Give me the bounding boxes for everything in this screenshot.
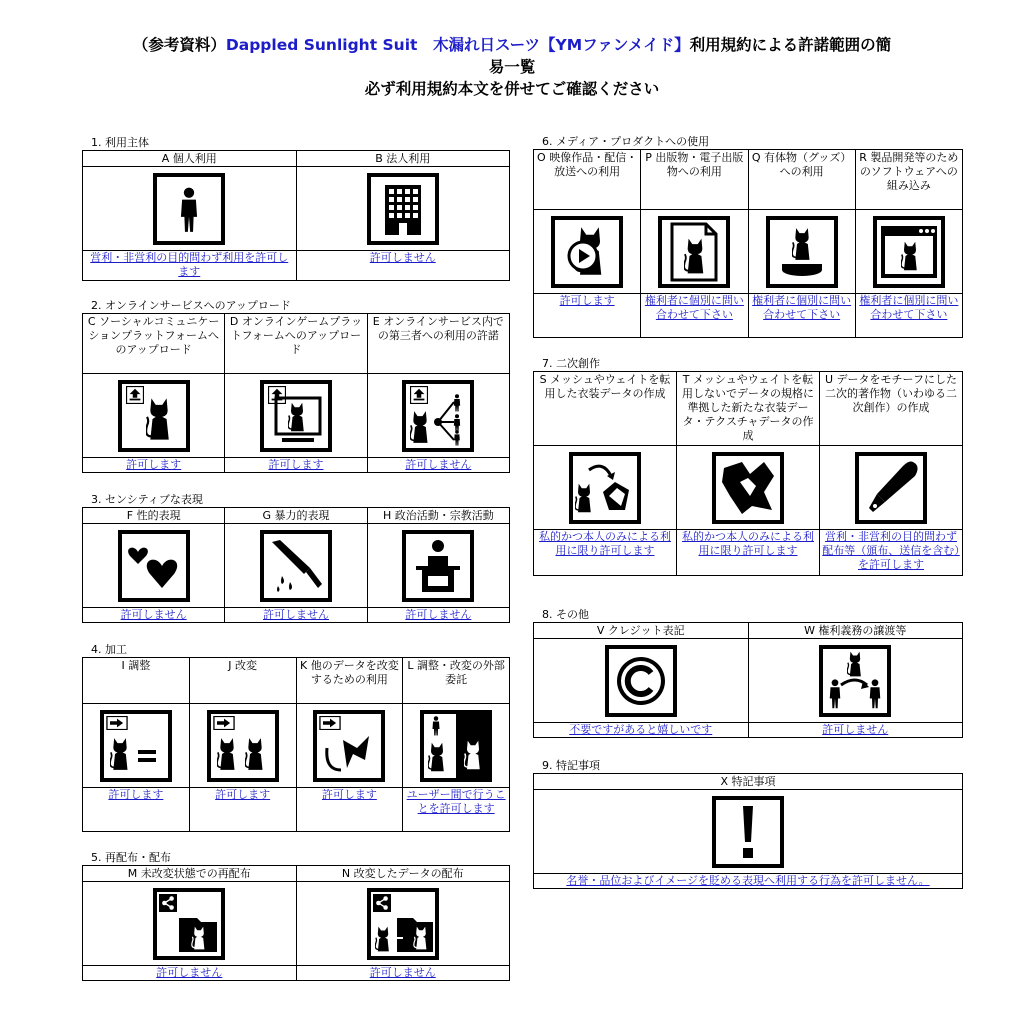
item-header: N 改変したデータの配布 xyxy=(296,866,510,882)
mesh-transfer-icon xyxy=(569,452,641,524)
item-header: H 政治活動・宗教活動 xyxy=(367,508,509,524)
status-text: 許可しません xyxy=(296,966,510,981)
modify-icon xyxy=(207,710,279,782)
status-text: 権利者に個別に問い合わせて下さい xyxy=(641,294,748,338)
item-header: B 法人利用 xyxy=(296,151,510,167)
title-line3: 必ず利用規約本文を併せてご確認ください xyxy=(364,80,660,98)
outsource-icon xyxy=(420,710,492,782)
section-title: 7. 二次創作 xyxy=(542,357,600,370)
use-for-other-icon xyxy=(313,710,385,782)
status-text: 許可しません xyxy=(225,608,367,623)
publication-icon xyxy=(658,216,730,288)
status-text: 私的かつ本人のみによる利用に限り許可します xyxy=(677,530,820,576)
section-title: 2. オンラインサービスへのアップロード xyxy=(91,299,291,312)
status-text: 権利者に個別に問い合わせて下さい xyxy=(748,294,855,338)
item-header: U データをモチーフにした二次的著作物（いわゆる二次創作）の作成 xyxy=(820,372,963,446)
status-text: 許可しません xyxy=(748,723,963,738)
status-text: 許可しません xyxy=(296,251,510,281)
video-icon xyxy=(551,216,623,288)
status-text: 権利者に個別に問い合わせて下さい xyxy=(855,294,962,338)
license-table xyxy=(82,507,510,623)
product-name: Dappled Sunlight Suit 木漏れ日スーツ【YMファンメイド】 xyxy=(225,36,690,54)
section-online-upload xyxy=(82,299,510,473)
status-text: ユーザー間で行うことを許可します xyxy=(403,788,510,832)
section-redistribution xyxy=(82,851,510,981)
status-text: 許可しません xyxy=(83,966,297,981)
status-text: 許可しません xyxy=(367,608,509,623)
podium-icon xyxy=(402,530,474,602)
status-text: 営利・非営利の目的問わず配布等（頒布、送信を含む）を許可します xyxy=(820,530,963,576)
item-header: T メッシュやウェイトを転用しないでデータの規格に準拠した新たな衣装データ・テクスチャデータの作成 xyxy=(677,372,820,446)
item-header: K 他のデータを改変するための利用 xyxy=(296,658,403,704)
item-header: E オンラインサービス内での第三者への利用の許諾 xyxy=(367,314,509,374)
license-table xyxy=(533,149,963,338)
section-title: 6. メディア・プロダクトへの使用 xyxy=(542,135,710,148)
status-text: 許可しません xyxy=(83,608,225,623)
section-other xyxy=(533,608,963,738)
copyright-icon xyxy=(605,645,677,717)
status-text: 許可しません xyxy=(367,458,509,473)
section-title: 5. 再配布・配布 xyxy=(91,851,171,864)
adjust-icon xyxy=(100,710,172,782)
item-header: F 性的表現 xyxy=(83,508,225,524)
person-icon xyxy=(153,173,225,245)
hearts-icon xyxy=(118,530,190,602)
item-header: M 未改変状態での再配布 xyxy=(83,866,297,882)
item-header: A 個人利用 xyxy=(83,151,297,167)
pen-icon xyxy=(855,452,927,524)
license-table xyxy=(82,313,510,473)
item-header: X 特記事項 xyxy=(534,774,963,790)
exclamation-icon xyxy=(712,796,784,868)
upload-game-icon xyxy=(260,380,332,452)
section-processing xyxy=(82,643,510,832)
item-header: J 改変 xyxy=(189,658,296,704)
item-header: P 出版物・電子出版物への利用 xyxy=(641,150,748,210)
section-special-notes xyxy=(533,759,963,889)
building-icon xyxy=(367,173,439,245)
goods-icon xyxy=(766,216,838,288)
section-title: 8. その他 xyxy=(542,608,589,621)
license-table xyxy=(533,622,963,738)
status-text: 許可します xyxy=(534,294,641,338)
status-text: 名誉・品位およびイメージを貶める表現へ利用する行為を許可しません。 xyxy=(534,874,963,889)
license-table xyxy=(82,150,510,281)
item-header: Q 有体物（グッズ）への利用 xyxy=(748,150,855,210)
software-icon xyxy=(873,216,945,288)
item-header: I 調整 xyxy=(83,658,190,704)
transfer-rights-icon xyxy=(819,645,891,717)
section-derivative xyxy=(533,357,963,576)
item-header: D オンラインゲームプラットフォームへのアップロード xyxy=(225,314,367,374)
license-table xyxy=(82,865,510,981)
item-header: V クレジット表記 xyxy=(534,623,749,639)
item-header: W 権利義務の譲渡等 xyxy=(748,623,963,639)
section-media-products xyxy=(533,135,963,338)
title-suffix: 利用規約による許諾範囲の簡 xyxy=(689,36,892,54)
redistribute-icon xyxy=(153,888,225,960)
upload-social-icon xyxy=(118,380,190,452)
item-header: R 製品開発等のためのソフトウェアへの組み込み xyxy=(855,150,962,210)
knife-icon xyxy=(260,530,332,602)
status-text: 営利・非営利の目的問わず利用を許可します xyxy=(83,251,297,281)
item-header: L 調整・改変の外部委託 xyxy=(403,658,510,704)
item-header: S メッシュやウェイトを転用した衣装データの作成 xyxy=(534,372,677,446)
status-text: 私的かつ本人のみによる利用に限り許可します xyxy=(534,530,677,576)
section-title: 3. センシティブな表現 xyxy=(91,493,203,506)
section-sensitive xyxy=(82,493,510,623)
share-third-party-icon xyxy=(402,380,474,452)
title-prefix: （参考資料） xyxy=(132,36,226,54)
distribute-modified-icon xyxy=(367,888,439,960)
title-line2: 易一覧 xyxy=(488,58,536,76)
section-usage-subject xyxy=(82,136,510,281)
status-text: 許可します xyxy=(189,788,296,832)
item-header: G 暴力的表現 xyxy=(225,508,367,524)
license-table xyxy=(82,657,510,832)
new-costume-icon xyxy=(712,452,784,524)
license-table xyxy=(533,773,963,889)
item-header: O 映像作品・配信・放送への利用 xyxy=(534,150,641,210)
section-title: 1. 利用主体 xyxy=(91,136,149,149)
status-text: 許可します xyxy=(83,788,190,832)
document-title xyxy=(0,34,1024,100)
license-table xyxy=(533,371,963,576)
section-title: 9. 特記事項 xyxy=(542,759,600,772)
section-title: 4. 加工 xyxy=(91,643,127,656)
status-text: 不要ですがあると嬉しいです xyxy=(534,723,749,738)
status-text: 許可します xyxy=(225,458,367,473)
status-text: 許可します xyxy=(83,458,225,473)
status-text: 許可します xyxy=(296,788,403,832)
item-header: C ソーシャルコミュニケーションプラットフォームへのアップロード xyxy=(83,314,225,374)
